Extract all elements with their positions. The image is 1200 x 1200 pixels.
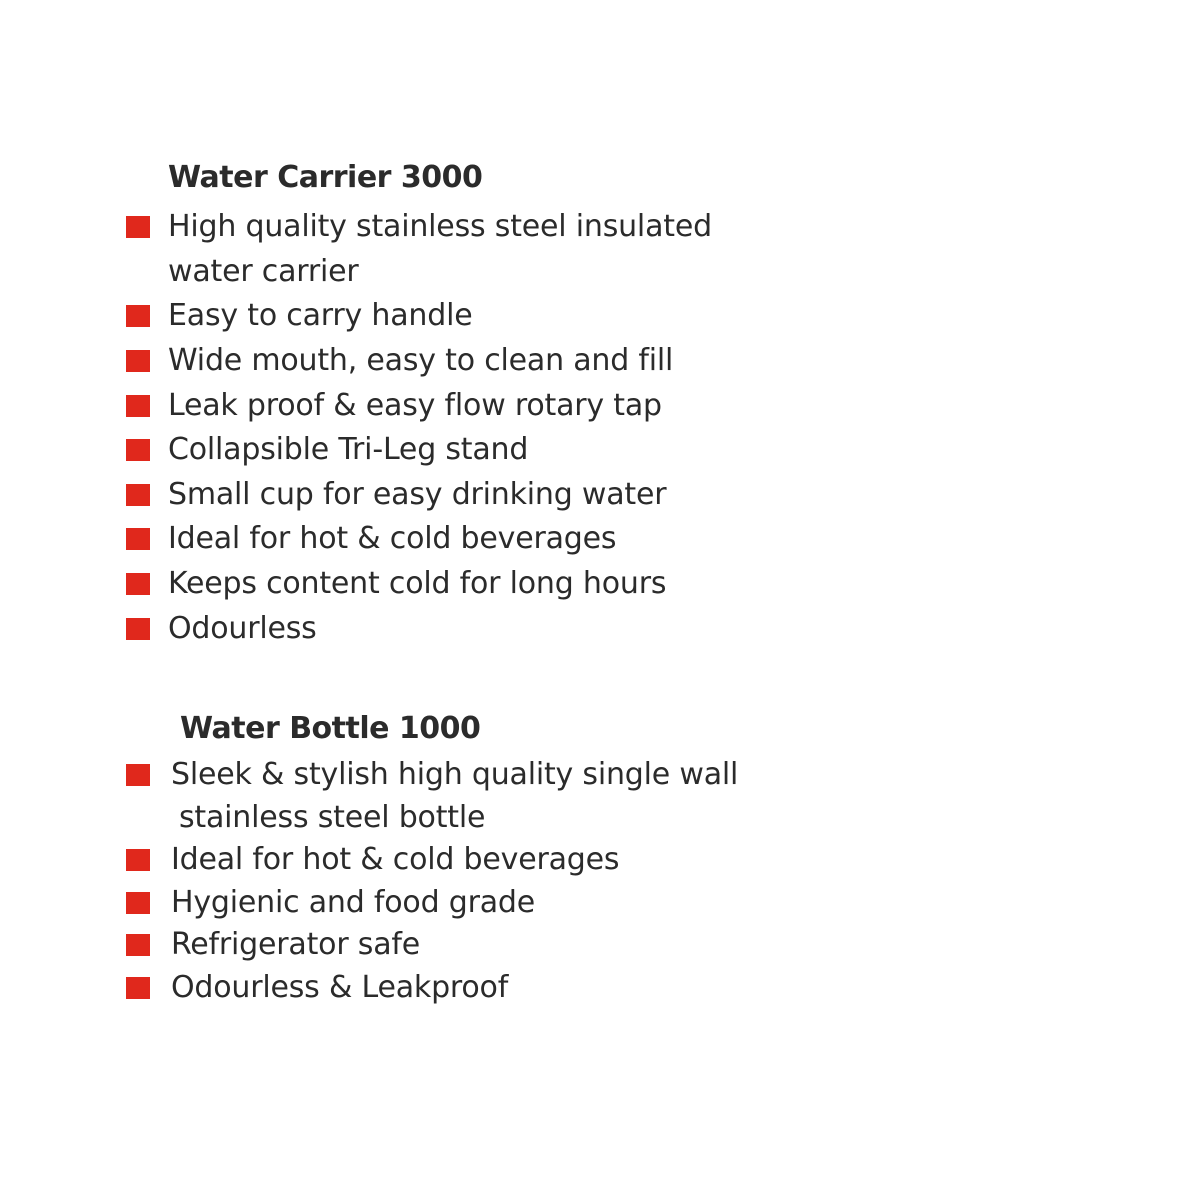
square-bullet-icon xyxy=(126,892,150,914)
square-bullet-icon xyxy=(126,395,150,417)
square-bullet-icon xyxy=(126,350,150,372)
square-bullet-icon xyxy=(126,305,150,327)
square-bullet-icon xyxy=(126,484,150,506)
list-item-text-continued: water carrier xyxy=(168,254,359,289)
square-bullet-icon xyxy=(126,573,150,595)
list-item-text: Refrigerator safe xyxy=(171,927,421,962)
list-item-text: Collapsible Tri-Leg stand xyxy=(168,432,529,467)
square-bullet-icon xyxy=(126,849,150,871)
square-bullet-icon xyxy=(126,439,150,461)
list-item-text-continued: stainless steel bottle xyxy=(179,800,486,835)
list-item-text: Odourless & Leakproof xyxy=(171,970,509,1005)
list-item-text: Keeps content cold for long hours xyxy=(168,566,667,601)
list-item-text: Wide mouth, easy to clean and fill xyxy=(168,343,674,378)
list-item-text: Hygienic and food grade xyxy=(171,885,536,920)
square-bullet-icon xyxy=(126,977,150,999)
list-item-text: Small cup for easy drinking water xyxy=(168,477,667,512)
square-bullet-icon xyxy=(126,216,150,238)
square-bullet-icon xyxy=(126,934,150,956)
section-title-water-bottle: Water Bottle 1000 xyxy=(180,711,481,746)
list-item-text: Easy to carry handle xyxy=(168,298,473,333)
section-title-water-carrier: Water Carrier 3000 xyxy=(168,160,483,195)
list-item-text: Ideal for hot & cold beverages xyxy=(168,521,617,556)
list-item-text: Leak proof & easy flow rotary tap xyxy=(168,388,662,423)
square-bullet-icon xyxy=(126,764,150,786)
square-bullet-icon xyxy=(126,618,150,640)
list-item-text: Sleek & stylish high quality single wall xyxy=(171,757,739,792)
list-item-text: Odourless xyxy=(168,611,317,646)
square-bullet-icon xyxy=(126,528,150,550)
list-item-text: High quality stainless steel insulated xyxy=(168,209,712,244)
list-item-text: Ideal for hot & cold beverages xyxy=(171,842,620,877)
